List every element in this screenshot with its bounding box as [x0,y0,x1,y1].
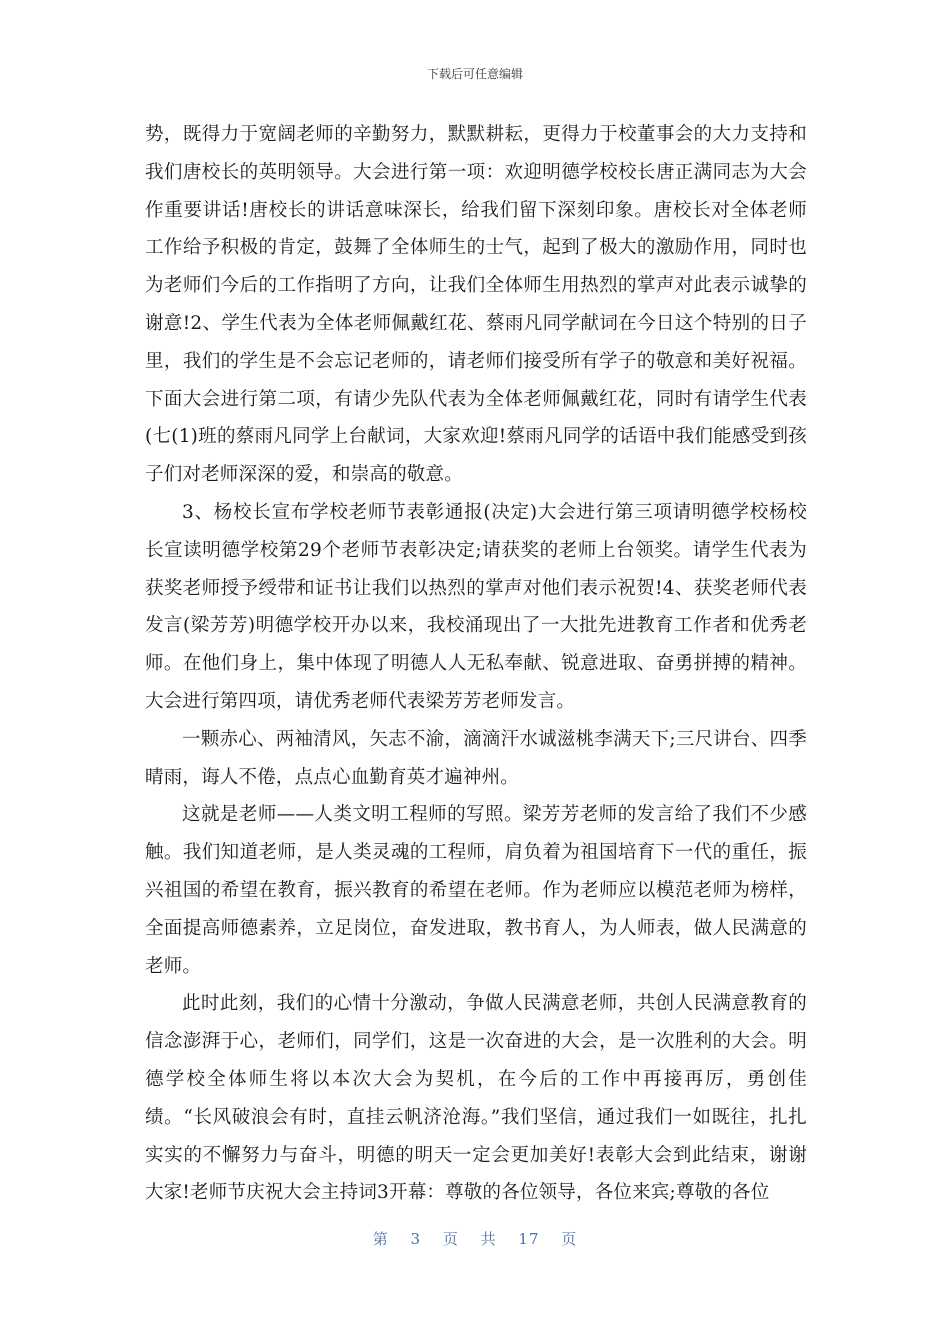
page-footer [0,1229,950,1249]
paragraph-closing: 此时此刻，我们的心情十分激动，争做人民满意老师，共创人民满意教育的信念澎湃于心，老师们，同学们，这是一次奋进的大会，是一次胜利的大会。明德学校全体师生将以本次大会为契机，在今后的工作中再接再厉，勇创佳绩。“长风破浪会有时，直挂云帆济沧海。”我们坚信，通过我们一如既往，扎扎实实的不懈努力与奋斗，明德的明天一定会更加美好!表彰大会到此结束，谢谢大家!老师节庆祝大会主持词3开幕：尊敬的各位领导，各位来宾;尊敬的各位 [145,993,807,1204]
header-text: 下载后可任意编辑 [426,67,523,81]
page-header [0,66,950,82]
paragraph-continuation: 势，既得力于宽阔老师的辛勤努力，默默耕耘，更得力于校董事会的大力支持和我们唐校长的英明领导。大会进行第一项：欢迎明德学校校长唐正满同志为大会作重要讲话!唐校长的讲话意味深长，给我们留下深刻印象。唐校长对全体老师工作给予积极的肯定，鼓舞了全体师生的士气，起到了极大的激励作用，同时也为老师们今后的工作指明了方向，让我们全体师生用热烈的掌声对此表示诚挚的谢意!2、学生代表为全体老师佩戴红花、蔡雨凡同学献词在今日这个特别的日子里，我们的学生是不会忘记老师的，请老师们接受所有学子的敬意和美好祝福。下面大会进行第二项，有请少先队代表为全体老师佩戴红花，同时有请学生代表(七(1)班的蔡雨凡同学上台献词，大家欢迎!蔡雨凡同学的话语中我们能感受到孩子们对老师深深的爱，和崇高的敬意。 [145,124,807,486]
page-label: 第 [372,1230,389,1248]
total-pages: 17 [518,1230,540,1248]
paragraph-verse: 一颗赤心、两袖清风，矢志不渝，滴滴汗水诚滋桃李满天下;三尺讲台、四季晴雨，诲人不倦，点点心血勤育英才遍神州。 [145,728,807,788]
document-body [145,116,807,1212]
paragraph-teacher-portrait: 这就是老师——人类文明工程师的写照。梁芳芳老师的发言给了我们不少感触。我们知道老师，是人类灵魂的工程师，肩负着为祖国培育下一代的重任，振兴祖国的希望在教育，振兴教育的希望在老师。作为老师应以模范老师为榜样，全面提高师德素养，立足岗位，奋发进取，教书育人，为人师表，做人民满意的老师。 [145,804,807,977]
page-number: 3 [410,1230,422,1248]
total-unit: 页 [561,1230,578,1248]
paragraph-award-announcement: 3、杨校长宣布学校老师节表彰通报(决定)大会进行第三项请明德学校杨校长宣读明德学校第29个老师节表彰决定;请获奖的老师上台领奖。请学生代表为获奖老师授予绶带和证书让我们以热烈的掌声对他们表示祝贺!4、获奖老师代表发言(梁芳芳)明德学校开办以来，我校涌现出了一大批先进教育工作者和优秀老师。在他们身上，集中体现了明德人人无私奉献、锐意进取、奋勇拼搏的精神。大会进行第四项，请优秀老师代表梁芳芳老师发言。 [145,501,807,712]
total-label: 共 [480,1230,497,1248]
page-unit: 页 [442,1230,459,1248]
